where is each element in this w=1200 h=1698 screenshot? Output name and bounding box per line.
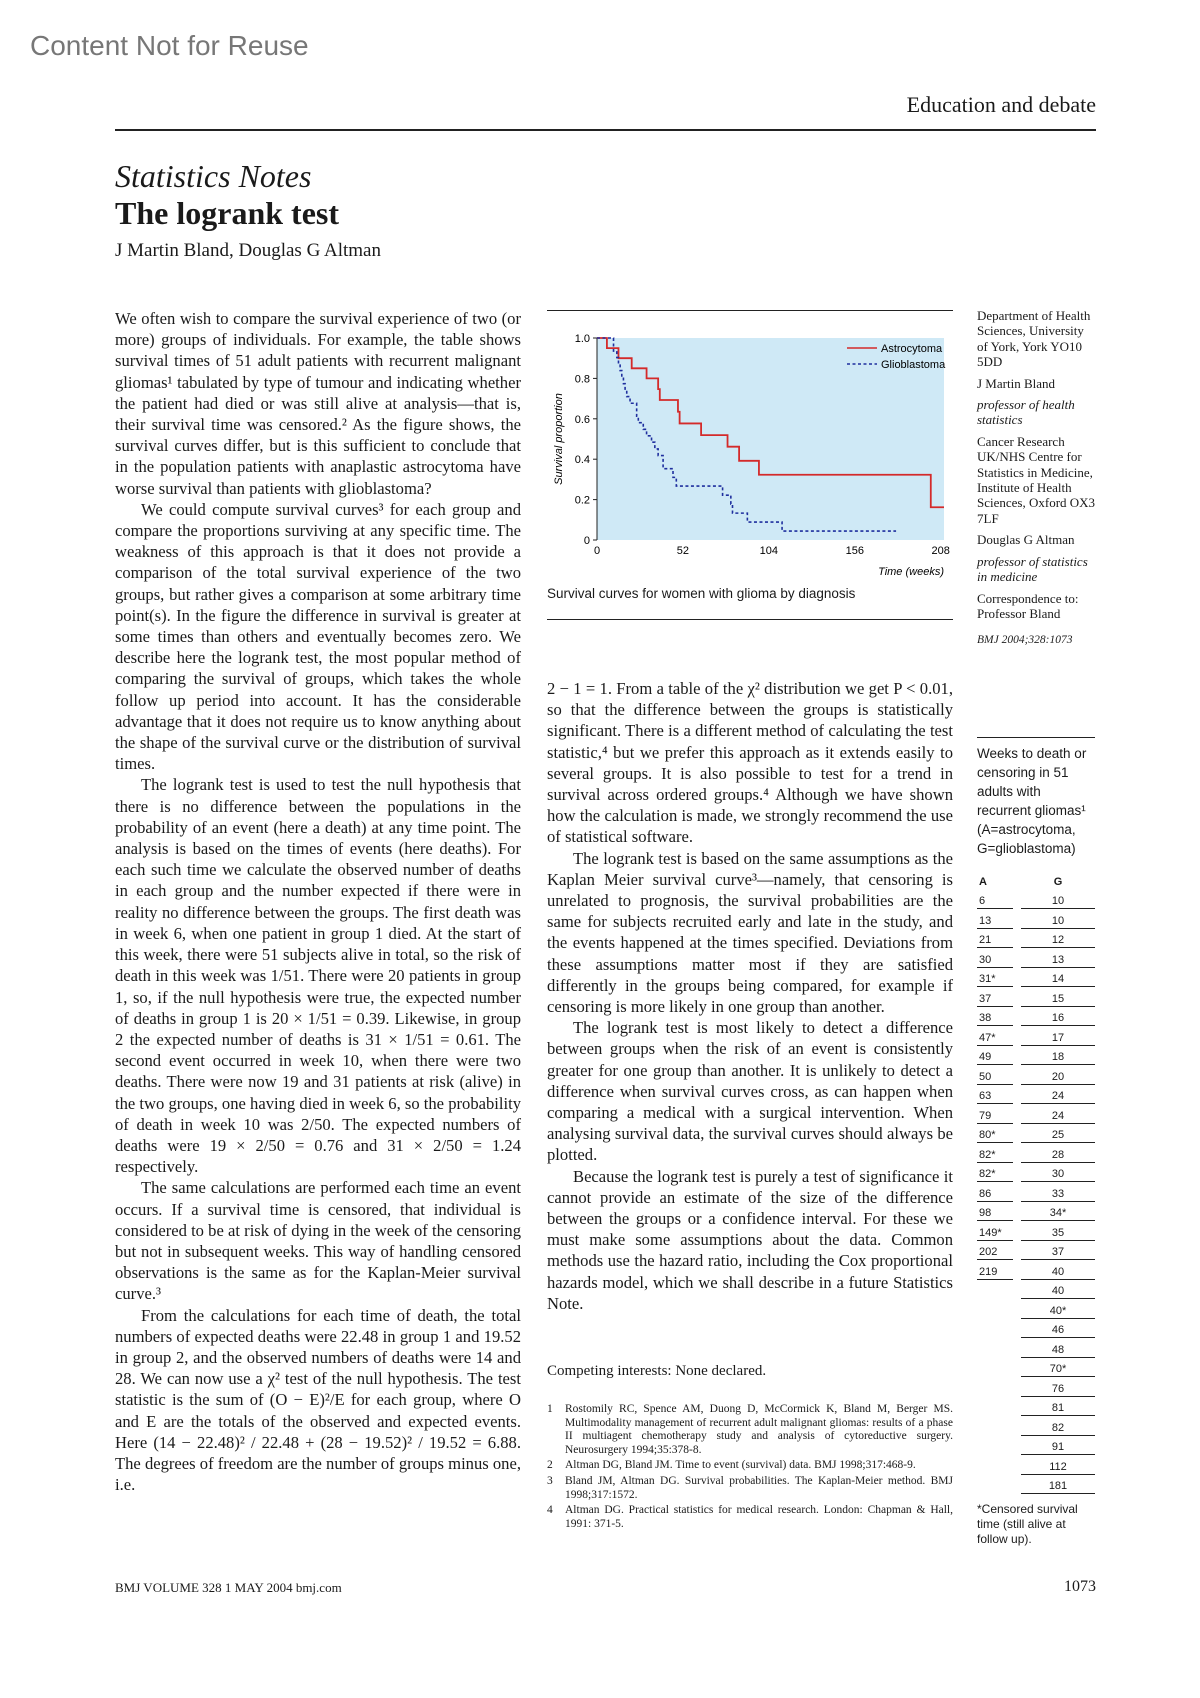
x-tick-label: 156	[845, 545, 864, 557]
reference-number: 3	[547, 1474, 553, 1487]
table-cell-a: 31*	[977, 971, 1013, 987]
paragraph: We could compute survival curves³ for each group and compare the proportions surviving at any specific time. The weakness of this approach is that it does not provide a comparison of the total survival experience of the two groups, but rather gives a comparison at some arbitrary time point(s). In the figure the difference in survival is greater at some times than others and eventually becomes zero. We describe here the logrank test, the most popular method of comparing the survival of groups, which takes the whole follow up period into account. It has the considerable advantage that it does not require us to know anything about the shape of the survival curve or the distribution of survival times.	[115, 499, 521, 774]
table-rule-top	[977, 737, 1095, 738]
table-cell-g: 13	[1021, 952, 1095, 968]
table-row	[977, 1436, 1095, 1456]
survival-table	[977, 870, 1095, 1494]
table-cell-g: 82	[1021, 1420, 1095, 1436]
paragraph: The same calculations are performed each time an event occurs. If a survival time is censored, that individual is considered to be at risk of dying in the week of the censoring but not in subsequent weeks. This way of handling censored observations is the same as for the Kaplan-Meier survival curve.³	[115, 1178, 521, 1304]
table-row	[977, 1202, 1095, 1222]
table-cell-a	[977, 1303, 1013, 1319]
series-title: Statistics Notes	[115, 158, 312, 194]
table-row	[977, 1163, 1095, 1183]
reference-text: Bland JM, Altman DG. Survival probabilities. The Kaplan-Meier method. BMJ 1998;317:1572.	[565, 1474, 953, 1501]
table-row	[977, 1124, 1095, 1144]
y-tick-label: 1.0	[574, 333, 590, 345]
paragraph: The logrank test is based on the same assumptions as the Kaplan Meier survival curve³—namely, that censoring is unrelated to prognosis, the survival probabilities are the same for subjects recruited early and late in the study, and the events happened at the times specified. Deviations from these assumptions matter most if they are satisfied differently in the groups being compared, for example if censoring is more likely in one group than another.	[547, 848, 953, 1017]
table-row	[977, 1260, 1095, 1280]
table-cell-g: 18	[1021, 1049, 1095, 1065]
table-cell-g: 30	[1021, 1166, 1095, 1182]
table-cell-a: 6	[977, 893, 1013, 909]
table-cell-a	[977, 1342, 1013, 1358]
table-row	[977, 987, 1095, 1007]
page-number: 1073	[1064, 1578, 1096, 1595]
table-row	[977, 1475, 1095, 1495]
watermark: Content Not for Reuse	[30, 30, 309, 61]
table-row	[977, 1104, 1095, 1124]
affiliation-line: J Martin Bland	[977, 375, 1055, 391]
table-cell-g: 46	[1021, 1322, 1095, 1338]
table-cell-a: 98	[977, 1205, 1013, 1221]
table-footnote: *Censored survival time (still alive at follow up).	[977, 1502, 1078, 1546]
article-title: The logrank test	[115, 195, 339, 231]
table-row	[977, 1221, 1095, 1241]
table-cell-g: 17	[1021, 1030, 1095, 1046]
table-cell-g: 20	[1021, 1069, 1095, 1085]
table-cell-a: 80*	[977, 1127, 1013, 1143]
table-cell-g: 181	[1021, 1478, 1095, 1494]
table-cell-g: 76	[1021, 1381, 1095, 1397]
table-row	[977, 1143, 1095, 1163]
table-cell-a: 30	[977, 952, 1013, 968]
table-cell-a	[977, 1400, 1013, 1416]
x-tick-label: 0	[593, 545, 601, 557]
table-row	[977, 1065, 1095, 1085]
table-cell-g: 10	[1021, 893, 1095, 909]
table-cell-g: 15	[1021, 991, 1095, 1007]
affiliations	[977, 308, 1097, 627]
table-cell-a	[977, 1478, 1013, 1494]
table-row	[977, 1241, 1095, 1261]
table-cell-g: 10	[1021, 913, 1095, 929]
citation: BMJ 2004;328:1073	[977, 634, 1073, 646]
table-row	[977, 909, 1095, 929]
table-row	[977, 1416, 1095, 1436]
body-column-2	[547, 678, 953, 1314]
reference-item	[547, 1504, 953, 1531]
table-cell-a: 79	[977, 1108, 1013, 1124]
table-cell-g: 40	[1021, 1283, 1095, 1299]
table-row	[977, 1299, 1095, 1319]
table-row	[977, 1280, 1095, 1300]
reference-item	[547, 1403, 953, 1457]
reference-number: 1	[547, 1403, 553, 1415]
table-caption: Weeks to death or censoring in 51 adults with recurrent gliomas¹ (A=astrocytoma, G=glioblastoma)	[977, 746, 1087, 856]
table-cell-a	[977, 1459, 1013, 1475]
survival-chart	[547, 310, 953, 620]
y-tick-label: 0	[583, 535, 590, 547]
table-cell-g: 40	[1021, 1264, 1095, 1280]
table-cell-a: 202	[977, 1244, 1013, 1260]
y-tick-label: 0.4	[574, 454, 590, 467]
table-cell-g: 25	[1021, 1127, 1095, 1143]
table-cell-g: 24	[1021, 1088, 1095, 1104]
table-cell-g: 16	[1021, 1010, 1095, 1026]
table-cell-g: 40*	[1021, 1303, 1095, 1319]
table-cell-a	[977, 1322, 1013, 1338]
table-row	[977, 1377, 1095, 1397]
legend-label: Glioblastoma	[881, 359, 946, 371]
table-cell-a: 49	[977, 1049, 1013, 1065]
table-row	[977, 1319, 1095, 1339]
table-row	[977, 1085, 1095, 1105]
table-row	[977, 890, 1095, 910]
table-cell-g: 35	[1021, 1225, 1095, 1241]
x-tick-label: 52	[676, 545, 690, 557]
x-axis-label: Time (weeks)	[878, 566, 944, 578]
y-tick-label: 0.6	[574, 413, 590, 426]
table-row	[977, 1046, 1095, 1066]
y-tick-label: 0.8	[574, 373, 590, 386]
affiliation-line: Correspondence to: Professor Bland	[977, 590, 1079, 621]
table-row	[977, 1007, 1095, 1027]
table-cell-a: 219	[977, 1264, 1013, 1280]
affiliation-line: Department of Health Sciences, University of York, York YO10 5DD	[977, 308, 1091, 370]
article-authors: J Martin Bland, Douglas G Altman	[115, 240, 381, 261]
table-cell-a	[977, 1420, 1013, 1436]
table-cell-g: 91	[1021, 1439, 1095, 1455]
affiliation-line: professor of statistics in medicine	[977, 553, 1088, 585]
table-cell-a: 82*	[977, 1166, 1013, 1182]
x-tick-label: 208	[931, 545, 950, 557]
table-row	[977, 1358, 1095, 1378]
competing-interests: Competing interests: None declared.	[547, 1363, 767, 1379]
section-heading: Education and debate	[906, 92, 1096, 117]
table-cell-g: 37	[1021, 1244, 1095, 1260]
table-cell-g: 81	[1021, 1400, 1095, 1416]
table-row	[977, 1182, 1095, 1202]
reference-text: Altman DG, Bland JM. Time to event (survival) data. BMJ 1998;317:468-9.	[565, 1459, 916, 1472]
table-row	[977, 1455, 1095, 1475]
reference-number: 2	[547, 1459, 553, 1472]
table-cell-a: A	[979, 875, 987, 888]
table-row	[977, 1397, 1095, 1417]
header-rule	[115, 129, 1096, 131]
table-row	[977, 968, 1095, 988]
table-row	[977, 929, 1095, 949]
table-cell-a: 63	[977, 1088, 1013, 1104]
paragraph: The logrank test is most likely to detect a difference between groups when the risk of an event is consistently greater for one group than another. It is unlikely to detect a difference when survival curves cross, as can happen when comparing a medical with a surgical intervention. When analysing survival data, the survival curves should always be plotted.	[547, 1018, 953, 1165]
table-cell-g: 14	[1021, 971, 1095, 987]
figure-rule-bottom	[547, 619, 953, 620]
table-row	[977, 1338, 1095, 1358]
figure-caption: Survival curves for women with glioma by diagnosis	[547, 586, 856, 601]
table-cell-a	[977, 1361, 1013, 1377]
table-row	[977, 1026, 1095, 1046]
table-row	[977, 948, 1095, 968]
y-tick-label: 0.2	[574, 494, 590, 507]
footer-journal: BMJ VOLUME 328 1 MAY 2004 bmj.com	[115, 1580, 342, 1595]
reference-item	[547, 1475, 953, 1502]
table-cell-g: 70*	[1021, 1361, 1095, 1377]
paragraph: The logrank test is used to test the null hypothesis that there is no difference between the populations in the probability of an event (here a death) at any time point. The analysis is based on the times of events (here deaths). For each such time we calculate the observed number of deaths in each group and the number expected if there were in reality no difference between the groups. The first death was in week 6, when one patient in group 1 died. At the start of this week, there were 51 subjects alive in total, so the risk of death in this week was 1/51. There were 20 patients in group 1, so, if the null hypothesis were true, the expected number of deaths in group 1 is 20 × 1/51 = 0.39. Likewise, in group 2 the expected number of deaths is 31 × 1/51 = 0.61. The second event occurred in week 10, when there were two deaths. There were now 19 and 31 patients at risk (alive) in the two groups, one having died in week 6, so the probability of death in week 10 was 2/50. The expected numbers of deaths were 19 × 2/50 = 0.76 and 31 × 2/50 = 1.24 respectively.	[115, 775, 522, 1177]
table-cell-a: 13	[977, 913, 1013, 929]
references	[547, 1403, 953, 1533]
table-cell-a: 82*	[977, 1147, 1013, 1163]
table-cell-a	[977, 1439, 1013, 1455]
table-cell-g: G	[1053, 875, 1063, 888]
table-cell-a: 149*	[977, 1225, 1013, 1241]
table-cell-a: 86	[977, 1186, 1013, 1202]
body-column-1	[115, 308, 521, 1495]
table-cell-g: 33	[1021, 1186, 1095, 1202]
reference-text: Altman DG. Practical statistics for medical research. London: Chapman & Hall, 1991: 371-5.	[565, 1504, 953, 1530]
table-cell-g: 24	[1021, 1108, 1095, 1124]
paragraph: From the calculations for each time of death, the total numbers of expected deaths were 22.48 in group 1 and 19.52 in group 2, and the observed numbers of deaths were 14 and 28. We can now use a χ² test of the null hypothesis. The test statistic is the sum of (O − E)²/E for each group, where O and E are the totals of the observed and expected events. Here (14 − 22.48)² / 22.48 + (28 − 19.52)² / 19.52 = 6.88. The degrees of freedom are the number of groups minus one, i.e.	[115, 1305, 521, 1495]
table-cell-a: 37	[977, 991, 1013, 1007]
reference-text: Rostomily RC, Spence AM, Duong D, McCormick K, Bland M, Berger MS. Multimodality management of recurrent adult malignant gliomas: results of a phase II multiagent chemotherapy study and analysis of cytoreductive surgery. Neurosurgery 1994;35:378-8.	[565, 1403, 953, 1456]
table-cell-a	[977, 1283, 1013, 1299]
table-cell-g: 48	[1021, 1342, 1095, 1358]
paragraph: 2 − 1 = 1. From a table of the χ² distribution we get P < 0.01, so that the difference between the groups is statistically significant. There is a different method of calculating the test statistic,⁴ but we prefer this approach as it extends easily to several groups. It is also possible to test for a trend in survival across ordered groups.⁴ Although we have shown how the calculation is made, we strongly recommend the use of statistical software.	[547, 679, 953, 847]
affiliation-line: Cancer Research UK/NHS Centre for Statistics in Medicine, Institute of Health Sciences, Oxford OX3 7LF	[977, 433, 1096, 526]
table-cell-a	[977, 1381, 1013, 1397]
table-cell-a: 21	[977, 932, 1013, 948]
table-cell-a: 38	[977, 1010, 1013, 1026]
paragraph: Because the logrank test is purely a test of significance it cannot provide an estimate of the size of the difference between the groups or a confidence interval. For these we must make some assumptions about the data. Common methods use the hazard ratio, including the Cox proportional hazards model, which we shall describe in a future Statistics Note.	[547, 1166, 953, 1313]
table-cell-a: 47*	[977, 1030, 1013, 1046]
table-cell-a: 50	[977, 1069, 1013, 1085]
table-header-row	[977, 870, 1095, 890]
table-cell-g: 34*	[1021, 1205, 1095, 1221]
table-cell-g: 112	[1021, 1459, 1095, 1475]
reference-number: 4	[547, 1504, 553, 1517]
affiliation-line: professor of health statistics	[977, 397, 1075, 428]
affiliation-line: Douglas G Altman	[977, 532, 1075, 548]
reference-item	[547, 1459, 953, 1473]
table-cell-g: 12	[1021, 932, 1095, 948]
legend-label: Astrocytoma	[881, 343, 943, 355]
paragraph: We often wish to compare the survival experience of two (or more) groups of individuals. For example, the table shows survival times of 51 adult patients with recurrent malignant gliomas¹ tabulated by type of tumour and indicating whether the patient had died or was still alive at analysis—that is, their survival time was censored.² As the figure shows, the survival curves differ, but is this sufficient to conclude that in the population patients with anaplastic astrocytoma have worse survival than patients with glioblastoma?	[115, 309, 521, 498]
table-cell-g: 28	[1021, 1147, 1095, 1163]
x-tick-label: 104	[759, 545, 779, 557]
y-axis-label: Survival proportion	[553, 393, 565, 485]
